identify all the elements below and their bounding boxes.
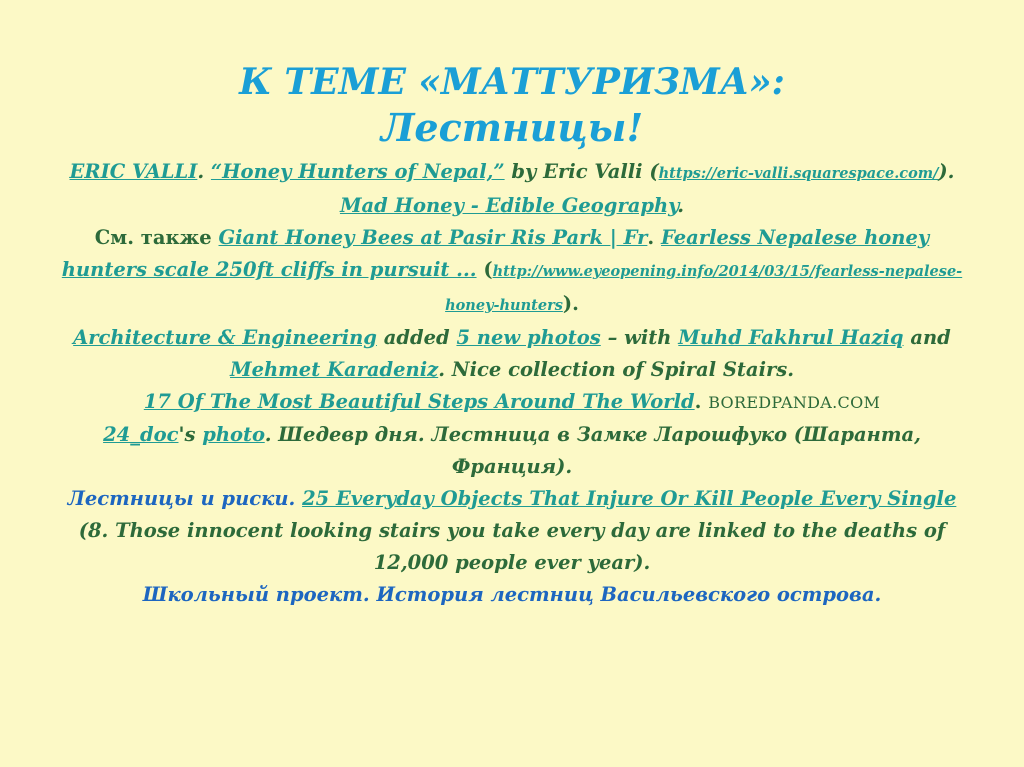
paragraph-honey-hunters — [52, 156, 972, 222]
slide-subtitle: Лестницы! — [380, 105, 644, 150]
text: . — [694, 390, 709, 413]
paragraph-spiral-stairs — [52, 322, 972, 386]
link-architecture-engineering[interactable]: Architecture & Engineering — [73, 326, 377, 349]
paragraph-see-also — [52, 222, 972, 322]
text: . — [197, 160, 211, 183]
paragraph-stairs-risks — [52, 483, 972, 579]
text: 's — [178, 423, 203, 446]
text: ). — [938, 160, 955, 183]
link-5-new-photos[interactable]: 5 new photos — [456, 326, 601, 349]
link-honey-hunters-nepal[interactable]: “Honey Hunters of Nepal,” — [210, 160, 505, 183]
link-giant-honey-bees[interactable]: Giant Honey Bees at Pasir Ris Park | Fr — [218, 226, 648, 249]
link-eric-valli[interactable]: ERIC VALLI — [69, 160, 198, 183]
slide-title: К ТЕМЕ «МАТТУРИЗМА»: — [239, 61, 785, 103]
link-beautiful-steps[interactable]: 17 Of The Most Beautiful Steps Around The World — [143, 390, 695, 413]
text: См. также — [94, 226, 219, 249]
link-muhd-fakhrul-haziq[interactable]: Muhd Fakhrul Haziq — [678, 326, 904, 349]
link-mad-honey[interactable]: Mad Honey - Edible Geography — [339, 194, 678, 217]
text: . — [677, 194, 685, 217]
text: – with — [600, 326, 679, 349]
link-mehmet-karadeniz[interactable]: Mehmet Karadeniz — [229, 358, 439, 381]
text: ( — [476, 258, 493, 281]
link-everyday-objects[interactable]: 25 Everyday Objects That Injure Or Kill People Every Single — [302, 487, 957, 510]
text: by Eric Valli ( — [504, 160, 659, 183]
url-eric-valli[interactable]: https://eric-valli.squarespace.com/ — [658, 165, 939, 182]
text: . Nice collection of Spiral Stairs. — [438, 358, 795, 381]
slide-body — [52, 156, 972, 611]
text: and — [903, 326, 951, 349]
text-school-project: Школьный проект. История лестниц Васильевского острова. — [142, 583, 882, 606]
link-24-doc[interactable]: 24_doc — [103, 423, 179, 446]
text: ). — [562, 292, 579, 315]
text: added — [376, 326, 457, 349]
text: . — [647, 226, 661, 249]
text-risks-heading: Лестницы и риски. — [67, 487, 303, 510]
source-label: BOREDPANDA.COM — [708, 393, 881, 412]
link-photo[interactable]: photo — [202, 423, 265, 446]
url-eyeopening[interactable]: http://www.eyeopening.info/2014/03/15/fearless-nepalese-honey-hunters — [445, 263, 963, 314]
paragraph-school-project — [52, 579, 972, 611]
text: . Шедевр дня. Лестница в Замке Ларошфуко (Шаранта, Франция). — [264, 423, 921, 478]
paragraph-masterpiece — [52, 419, 972, 483]
link-fearless-nepalese[interactable]: Fearless Nepalese honey hunters scale 250ft cliffs in pursuit ... — [61, 226, 930, 281]
paragraph-beautiful-steps — [52, 386, 972, 419]
text: (8. Those innocent looking stairs you take every day are linked to the deaths of 12,000 people ever year). — [78, 519, 946, 574]
